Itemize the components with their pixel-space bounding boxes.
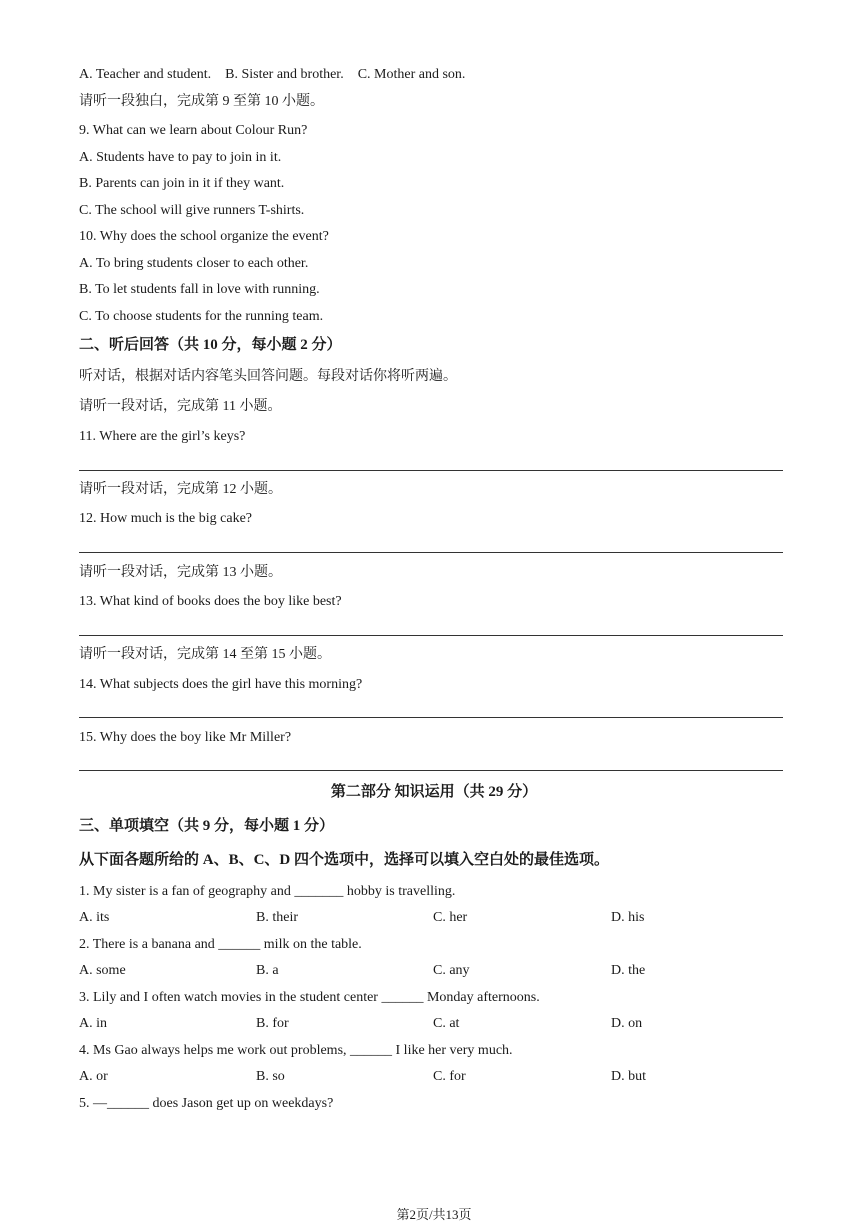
question-15: 15. Why does the boy like Mr Miller? bbox=[79, 730, 292, 745]
mcq-2-question: 2. There is a banana and ______ milk on the table. bbox=[79, 937, 362, 952]
q10-option-b: B. To let students fall in love with running. bbox=[79, 282, 320, 297]
section-2-heading: 二、听后回答（共 10 分，每小题 2 分） bbox=[79, 337, 342, 353]
section-3-instruction: 从下面各题所给的 A、B、C、D 四个选项中，选择可以填入空白处的最佳选项。 bbox=[79, 852, 610, 868]
page-number: 第2页/共13页 bbox=[396, 1207, 472, 1222]
dialogue-11-instruction: 请听一段对话，完成第 11 小题。 bbox=[79, 399, 282, 414]
monologue-instruction: 请听一段独白，完成第 9 至第 10 小题。 bbox=[79, 94, 324, 109]
q9-option-b: B. Parents can join in it if they want. bbox=[79, 176, 285, 191]
mcq-4-option-c[interactable]: C. for bbox=[433, 1069, 466, 1084]
q10-option-c: C. To choose students for the running team. bbox=[79, 309, 324, 324]
mcq-4-option-a[interactable]: A. or bbox=[79, 1069, 108, 1084]
answer-line-14[interactable] bbox=[79, 717, 783, 718]
mcq-2-option-b[interactable]: B. a bbox=[256, 963, 279, 978]
mcq-4-option-d[interactable]: D. but bbox=[611, 1069, 646, 1084]
q9-option-a: A. Students have to pay to join in it. bbox=[79, 150, 282, 165]
mcq-3-option-a[interactable]: A. in bbox=[79, 1016, 107, 1031]
answer-line-11[interactable] bbox=[79, 470, 783, 471]
dialogue-12-instruction: 请听一段对话，完成第 12 小题。 bbox=[79, 482, 282, 497]
mcq-4-option-b[interactable]: B. so bbox=[256, 1069, 285, 1084]
mcq-1-question: 1. My sister is a fan of geography and _______ hobby is travelling. bbox=[79, 884, 456, 899]
mcq-1-option-c[interactable]: C. her bbox=[433, 910, 468, 925]
dialogue-13-instruction: 请听一段对话，完成第 13 小题。 bbox=[79, 565, 282, 580]
question-13: 13. What kind of books does the boy like best? bbox=[79, 594, 342, 609]
mcq-5-question: 5. —______ does Jason get up on weekdays? bbox=[79, 1096, 334, 1111]
question-12: 12. How much is the big cake? bbox=[79, 511, 253, 526]
q9-option-c: C. The school will give runners T-shirts. bbox=[79, 203, 305, 218]
mcq-2-option-c[interactable]: C. any bbox=[433, 963, 470, 978]
mcq-3-question: 3. Lily and I often watch movies in the student center ______ Monday afternoons. bbox=[79, 990, 540, 1005]
question-14: 14. What subjects does the girl have this morning? bbox=[79, 677, 363, 692]
section-3-heading: 三、单项填空（共 9 分，每小题 1 分） bbox=[79, 818, 335, 834]
part-2-title: 第二部分 知识运用（共 29 分） bbox=[330, 784, 538, 800]
question-10: 10. Why does the school organize the event? bbox=[79, 229, 329, 244]
mcq-4-question: 4. Ms Gao always helps me work out problems, ______ I like her very much. bbox=[79, 1043, 513, 1058]
answer-line-15[interactable] bbox=[79, 770, 783, 771]
question-11: 11. Where are the girl’s keys? bbox=[79, 429, 246, 444]
mcq-2-option-d[interactable]: D. the bbox=[611, 963, 646, 978]
mcq-3-option-d[interactable]: D. on bbox=[611, 1016, 643, 1031]
mcq-3-option-c[interactable]: C. at bbox=[433, 1016, 460, 1031]
q8-options: A. Teacher and student. B. Sister and brother. C. Mother and son. bbox=[79, 67, 466, 82]
mcq-1-option-a[interactable]: A. its bbox=[79, 910, 110, 925]
section-2-instruction: 听对话，根据对话内容笔头回答问题。每段对话你将听两遍。 bbox=[79, 369, 457, 384]
dialogue-14-instruction: 请听一段对话，完成第 14 至第 15 小题。 bbox=[79, 647, 331, 662]
answer-line-13[interactable] bbox=[79, 635, 783, 636]
mcq-3-option-b[interactable]: B. for bbox=[256, 1016, 289, 1031]
answer-line-12[interactable] bbox=[79, 552, 783, 553]
mcq-2-option-a[interactable]: A. some bbox=[79, 963, 126, 978]
question-9: 9. What can we learn about Colour Run? bbox=[79, 123, 308, 138]
q10-option-a: A. To bring students closer to each other. bbox=[79, 256, 309, 271]
mcq-1-option-b[interactable]: B. their bbox=[256, 910, 298, 925]
mcq-1-option-d[interactable]: D. his bbox=[611, 910, 645, 925]
